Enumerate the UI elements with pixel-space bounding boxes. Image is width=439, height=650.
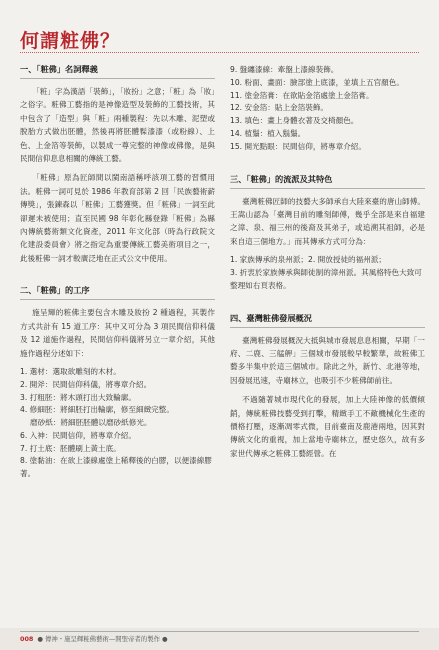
list-item: 2. 開斧：民間信仰科儀，將專章介紹。 bbox=[20, 379, 152, 389]
list-item: 3. 打粗胚：將木頭打出大致輪廓。 bbox=[20, 392, 136, 402]
process-steps-list-continued bbox=[230, 64, 425, 154]
paragraph-6: 不過隨著城市現代化的發展，加上大陸神像的低價傾銷，傳統粧佛技藝受到打擊，精緻手工不敵機械化生產的價格打壓，逐漸凋零式微，目前臺南及鹿港兩地，因其對傳統文化的重視，加上當地寺廟林立，歷史悠久，故有多家世代傳承之粧佛工藝經營。在 bbox=[230, 395, 425, 458]
section-heading-2: 二、「粧佛」的工序 bbox=[20, 285, 215, 300]
footer-divider bbox=[20, 631, 419, 632]
list-item: 1. 家族傳承的泉州派；2. 開放授徒的福州派； bbox=[230, 255, 387, 265]
list-item: 8. 塗黏油：在欲上漆線處塗上稀釋後的白膠，以便漆線膠著。 bbox=[20, 456, 212, 479]
footer-text bbox=[20, 634, 168, 643]
list-item: 9. 盤纏漆線：牽盤上漆線裝飾。 bbox=[230, 65, 339, 74]
paragraph-2: 「粧佛」原為匠師間以閩南語稱呼該項工藝的習慣用法。粧佛一詞可見於 1986 年教育部第 2 回「民族藝術薪傳獎」，張鍊森以「粧佛」工藝獲獎。但「粧佛」一詞至此卻遲未被使用；直至民國 98 年彰化縣登錄「粧佛」為縣內傳統藝術類文化資產，2011 年文化部（時為行政院文化建設委員會）將之指定為重要傳統工藝美術項目之一，此後粧佛一詞才較廣泛地在正式公文中使用。 bbox=[20, 173, 215, 263]
section-heading-3: 三、「粧佛」的流派及其特色 bbox=[230, 174, 425, 189]
page-number: 008 bbox=[20, 635, 34, 643]
list-item: 10. 粉面、畫面：臉部塗上底漆，並填上五官顏色。 bbox=[230, 77, 404, 87]
paragraph-4: 臺灣粧佛匠師的技藝大多師承自大陸來臺的唐山師傅。王嵩山認為「臺灣目前的雕刻師傅，幾乎全部是來自福建之漳、泉、福三州的後裔及其弟子，或追溯其祖師，必是來自這三個地方。」而其傳承方式可分為： bbox=[230, 196, 425, 246]
section-heading-4: 四、臺灣粧佛發展概況 bbox=[230, 313, 425, 328]
list-item: 6. 入神：民間信仰，將專章介紹。 bbox=[20, 430, 136, 440]
list-item: 15. 開光點眼：民間信仰，將專章介紹。 bbox=[230, 141, 366, 151]
list-item: 3. 折衷於家族傳承與師徒制的漳州派。其風格特色大致可整理如右頁表格。 bbox=[230, 268, 422, 290]
list-item: 13. 填色：畫上身體衣著及交椅顏色。 bbox=[230, 116, 359, 126]
list-item: 7. 打土底：胚體刷上黃土底。 bbox=[20, 443, 121, 453]
process-steps-list bbox=[20, 366, 215, 481]
list-item: 磨砂紙：將細胚胚體以磨砂紙修光。 bbox=[20, 418, 152, 428]
left-column bbox=[20, 64, 215, 487]
list-item: 12. 安金箔：貼上金箔裝飾。 bbox=[230, 103, 329, 113]
section-heading-1: 一、「粧佛」名詞釋義 bbox=[20, 64, 215, 79]
list-item: 4. 修細胚：將細胚打出輪廓，修至細緻完整。 bbox=[20, 405, 174, 415]
paragraph-5: 臺灣粧佛發展概況大抵與城市發展息息相關，早期「一府、二鹿、三艋舺」三個城市發展較早較繁華，故粧佛工藝多半集中於這三個城市。除此之外，新竹、北港等地，因發展迅速，寺廟林立，也吸引不少粧佛師前往。 bbox=[230, 335, 425, 385]
right-column bbox=[230, 64, 425, 466]
title-divider bbox=[20, 52, 419, 53]
paragraph-1: 「粧」字為漢語「裝飾」，「妝扮」之意；「粧」為「妝」之俗字。粧佛工藝指的是神像造型及裝飾的工藝技術，其中包含了「造型」與「粧」兩種製程：先以木雕、泥塑或脫胎方式做出胚體，然後再將胚體髹漆漆（或粉線）、上色、上金箔等裝飾，以製成一尊完整的神像或佛像，是與民間信仰息息相關的傳統工藝。 bbox=[20, 87, 215, 164]
list-item: 11. 塗金箔膏：在欲貼金箔處塗上金箔膏。 bbox=[230, 90, 374, 100]
running-footer: ● 傳神・施呈輝粧佛藝術—開聖帝者的製作 ● bbox=[37, 635, 168, 643]
page-title: 何謂粧佛？ bbox=[20, 30, 121, 52]
list-item: 1. 選材：選取欲雕刻的木材。 bbox=[20, 366, 121, 376]
lineage-list bbox=[230, 254, 425, 292]
list-item: 14. 植鬚：植入鬍鬚。 bbox=[230, 128, 306, 138]
paragraph-3: 施呈輝的粧佛主要包含木雕及妝扮 2 種過程，其製作方式共計有 15 道工序：其中又可分為 3 項民間信仰科儀及 12 道施作過程，民間信仰科儀將另立一章介紹，其他施作過程分述如下： bbox=[20, 308, 215, 358]
